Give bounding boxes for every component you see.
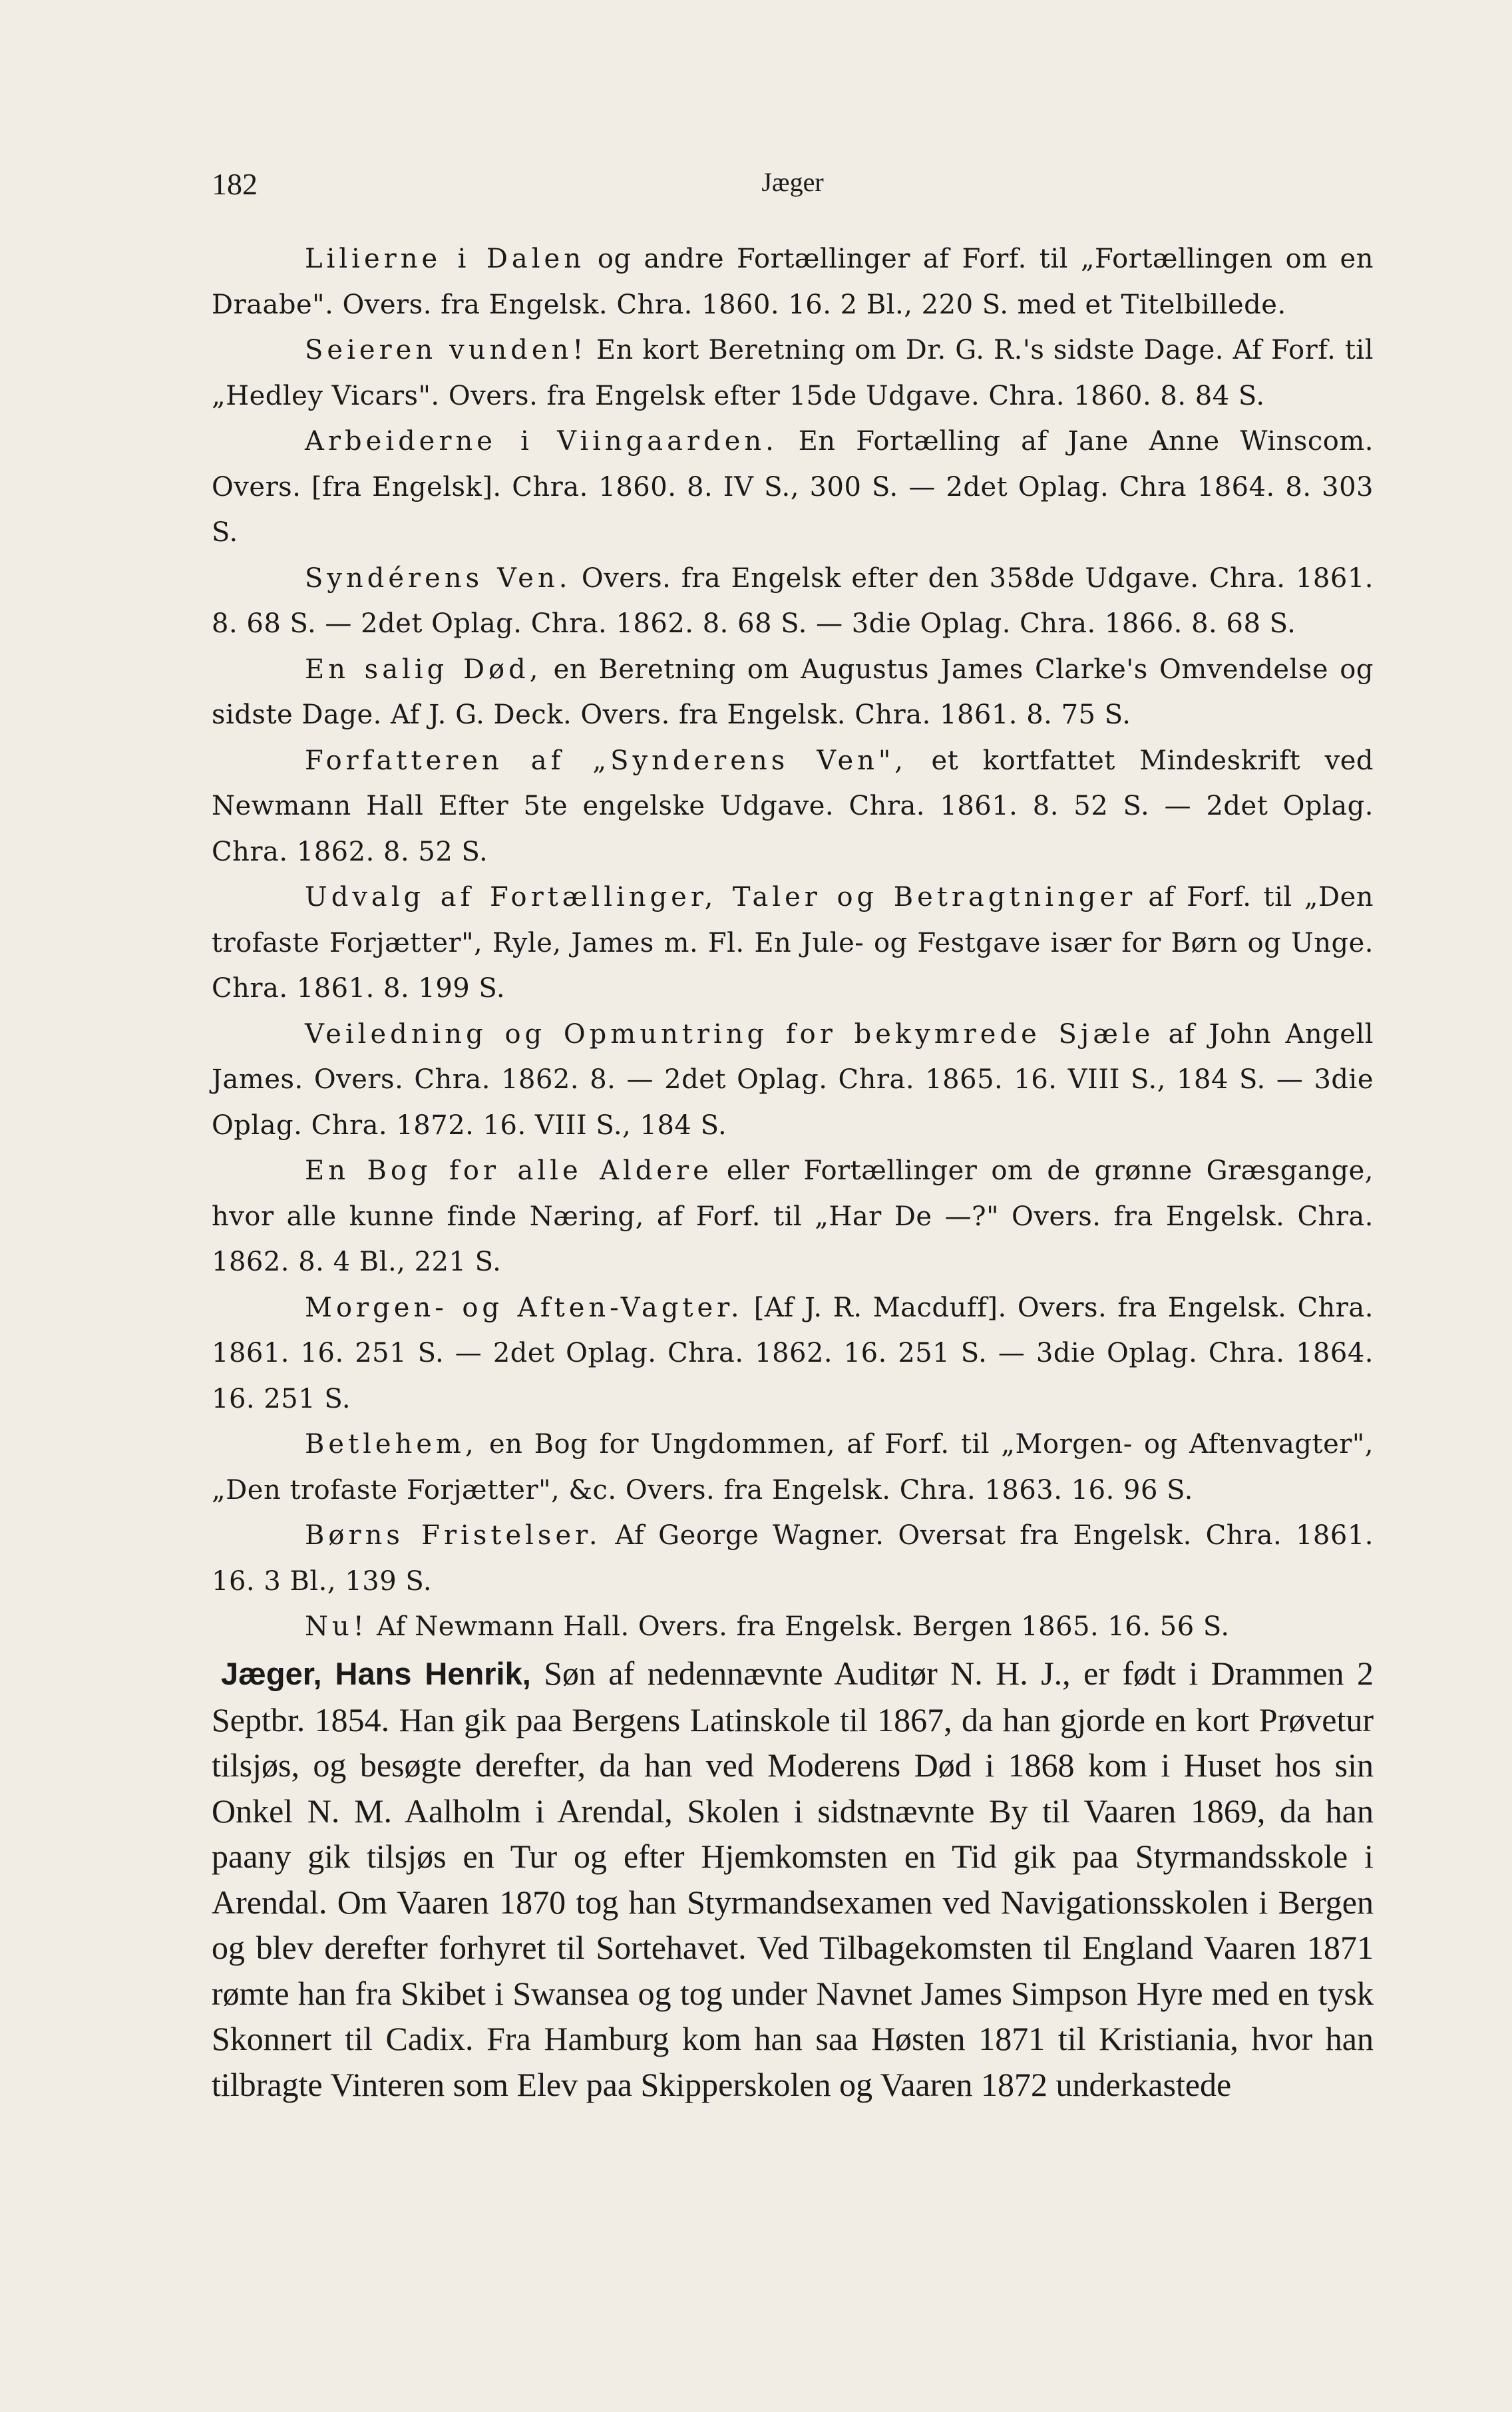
entry-title: En Bog for alle Aldere — [305, 1155, 713, 1186]
bibliography-entry — [212, 1513, 1374, 1604]
entry-details: eller Fortællinger om de grønne Græsgange, hvor alle kunne finde Næring, af Forf. til „Har De —?" Overs. fra Engelsk. Chra. 1862. 8. 4 Bl., 221 S. — [212, 1155, 1374, 1277]
entry-title: Betlehem, — [305, 1429, 478, 1460]
entry-details: af John Angell James. Overs. Chra. 1862. 8. — 2det Oplag. Chra. 1865. 16. VIII S., 184 S. — 3die Oplag. Chra. 1872. 16. VIII S., 184 S. — [212, 1018, 1374, 1141]
bibliography-entry — [212, 556, 1374, 647]
entry-title: Seieren vunden! — [305, 335, 588, 365]
bibliography-entry — [212, 1148, 1374, 1285]
entry-details: af Forf. til „Den trofaste Forjætter", Ryle, James m. Fl. En Jule- og Festgave især for Børn og Unge. Chra. 1861. 8. 199 S. — [212, 882, 1374, 1004]
bibliography-entry — [212, 647, 1374, 738]
entry-details: En kort Beretning om Dr. G. R.'s sidste Dage. Af Forf. til „Hedley Vicars". Overs. fra Engelsk efter 15de Udgave. Chra. 1860. 8. 84 S. — [212, 335, 1374, 411]
entry-title: Veiledning og Opmuntring for bekymrede Sjæle — [305, 1018, 1155, 1050]
entry-details: En Fortælling af Jane Anne Winscom. Overs. [fra Engelsk]. Chra. 1860. 8. IV S., 300 S. — 2det Oplag. Chra 1864. 8. 303 S. — [212, 426, 1374, 548]
entry-title: Lilierne i Dalen — [305, 244, 585, 274]
biography-name: Jæger, Hans Henrik, — [221, 1656, 531, 1691]
entry-details: Overs. fra Engelsk efter den 358de Udgave. Chra. 1861. 8. 68 S. — 2det Oplag. Chra. 1862. 8. 68 S. — 3die Oplag. Chra. 1866. 8. 68 S. — [212, 562, 1374, 639]
entry-details: en Beretning om Augustus James Clarke's Omvendelse og sidste Dage. Af J. G. Deck. Overs. fra Engelsk. Chra. 1861. 8. 75 S. — [212, 654, 1374, 730]
entry-details: Af Newmann Hall. Overs. fra Engelsk. Bergen 1865. 16. 56 S. — [367, 1611, 1230, 1642]
entry-details: [Af J. R. Macduff]. Overs. fra Engelsk. Chra. 1861. 16. 251 S. — 2det Oplag. Chra. 1862. 16. 251 S. — 3die Oplag. Chra. 1864. 16. 251 S. — [212, 1292, 1374, 1414]
entry-title: Nu! — [305, 1611, 368, 1642]
bibliography-entry — [212, 1012, 1374, 1149]
running-head — [212, 166, 1374, 206]
running-title: Jæger — [761, 167, 824, 197]
entry-details: et kortfattet Mindeskrift ved Newmann Hall Efter 5te engelske Udgave. Chra. 1861. 8. 52 S. — 2det Oplag. Chra. 1862. 8. 52 S. — [212, 745, 1374, 867]
bibliography-entry — [212, 875, 1374, 1012]
entry-title: Forfatteren af „Synderens Ven", — [305, 745, 908, 776]
biography-section — [212, 1651, 1374, 2107]
biography-text: Søn af nedennævnte Auditør N. H. J., er født i Drammen 2 Septbr. 1854. Han gik paa Bergens Latinskole til 1867, da han gjorde en kort Prøvetur tilsjøs, og besøgte derefter, da han ved Moderens Død i 1868 kom i Huset hos sin Onkel N. M. Aalholm i Arendal, Skolen i sidstnævnte By til Vaaren 1869, da han paany gik tilsjøs en Tur og efter Hjemkomsten en Tid gik paa Styrmandsskole i Arendal. Om Vaaren 1870 tog han Styrmandsexamen ved Navigationsskolen i Bergen og blev derefter forhyret til Sortehavet. Ved Tilbagekomsten til England Vaaren 1871 rømte han fra Skibet i Swansea og tog under Navnet James Simpson Hyre med en tysk Skonnert til Cadix. Fra Hamburg kom han saa Høsten 1871 til Kristiania, hvor han tilbragte Vinteren som Elev paa Skipperskolen og Vaaren 1872 underkastede — [212, 1655, 1374, 2103]
entry-details: en Bog for Ungdommen, af Forf. til „Morgen- og Aftenvagter", „Den trofaste Forjætter", &c. Overs. fra Engelsk. Chra. 1863. 16. 96 S. — [212, 1429, 1374, 1506]
bibliography-entry — [212, 1604, 1374, 1650]
bibliography-entry — [212, 1422, 1374, 1513]
entry-title: Udvalg af Fortællinger, Taler og Betragtninger — [305, 882, 1137, 912]
page-number: 182 — [212, 167, 258, 201]
entry-title: Børns Fristelser. — [305, 1520, 602, 1551]
bibliography-list — [212, 236, 1374, 1650]
bibliography-entry — [212, 236, 1374, 327]
entry-details: Af George Wagner. Oversat fra Engelsk. Chra. 1861. 16. 3 Bl., 139 S. — [212, 1520, 1374, 1597]
biography-paragraph — [212, 1651, 1374, 2107]
bibliography-entry — [212, 738, 1374, 875]
entry-details: og andre Fortællinger af Forf. til „Fortællingen om en Draabe". Overs. fra Engelsk. Chra. 1860. 16. 2 Bl., 220 S. med et Titelbillede. — [212, 244, 1374, 320]
entry-title: Arbeiderne i Viingaarden. — [305, 426, 778, 457]
bibliography-entry — [212, 327, 1374, 419]
entry-title: Morgen- og Aften-Vagter. — [305, 1292, 743, 1323]
entry-title: Syndérens Ven. — [305, 562, 572, 594]
bibliography-entry — [212, 419, 1374, 556]
entry-title: En salig Død, — [305, 654, 542, 685]
bibliography-entry — [212, 1285, 1374, 1422]
